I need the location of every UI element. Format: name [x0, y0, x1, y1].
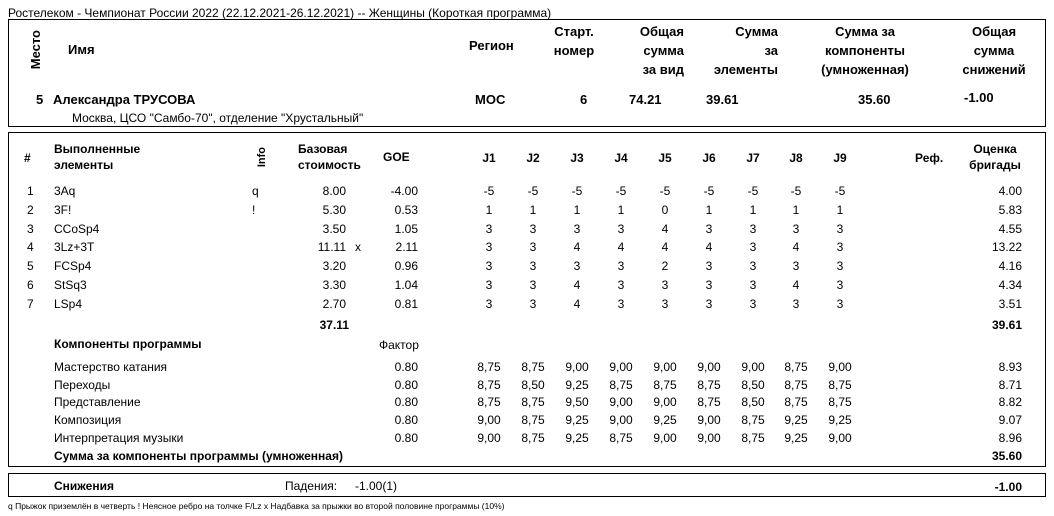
element-panel-score: 4.34	[998, 278, 1022, 292]
start-header: Старт. номер	[553, 24, 595, 58]
deductions-total: -1.00	[994, 480, 1022, 494]
element-judge-score: 4	[661, 240, 669, 254]
deductions-label: Снижения	[54, 479, 114, 493]
element-panel-score: 3.51	[998, 297, 1022, 311]
component-judge-score: 9,00	[609, 413, 633, 427]
component-judge-score: 8,75	[521, 413, 545, 427]
element-judge-score: 1	[573, 203, 581, 217]
element-number: 7	[27, 297, 34, 311]
element-base: 2.70	[322, 297, 346, 311]
element-bonus-mark: x	[355, 240, 361, 254]
component-panel-score: 8.96	[998, 431, 1022, 445]
footnote: q Прыжок приземлён в четверть ! Неясное ребро на толчке F/Lz x Надбавка за прыжки во второй половине программы (10%)	[8, 501, 505, 511]
element-judge-score: 3	[529, 278, 537, 292]
skater-name: Александра ТРУСОВА	[53, 92, 196, 107]
judge-header-5: J5	[658, 151, 672, 165]
element-code: StSq3	[54, 278, 87, 292]
element-judge-score: 3	[529, 297, 537, 311]
component-judge-score: 8,75	[477, 360, 501, 374]
component-judge-score: 9,50	[565, 395, 589, 409]
component-judge-score: 9,00	[697, 360, 721, 374]
elements-col-header: Выполненные элементы	[54, 142, 141, 172]
element-judge-score: 3	[485, 222, 493, 236]
component-judge-score: 8,75	[521, 395, 545, 409]
element-code: CCoSp4	[54, 222, 100, 236]
skater-deductions: -1.00	[964, 90, 994, 105]
element-judge-score: 3	[573, 259, 581, 273]
element-row	[0, 184, 1054, 202]
skater-components-score: 35.60	[858, 92, 891, 107]
element-number: 6	[27, 278, 34, 292]
component-name: Мастерство катания	[54, 360, 168, 374]
element-judge-score: 3	[749, 240, 757, 254]
region-header: Регион	[469, 38, 514, 53]
element-judge-score: 1	[705, 203, 713, 217]
component-judge-score: 9,00	[697, 431, 721, 445]
element-judge-score: -5	[703, 184, 715, 198]
elements-total: 39.61	[991, 318, 1022, 332]
event-title: Ростелеком - Чемпионат России 2022 (22.12.2021-26.12.2021) -- Женщины (Короткая программа)	[8, 6, 552, 20]
component-factor: 0.80	[394, 413, 418, 427]
judge-header-2: J2	[526, 151, 540, 165]
element-info: q	[252, 184, 259, 198]
element-panel-score: 4.55	[998, 222, 1022, 236]
element-judge-score: 1	[485, 203, 493, 217]
element-judge-score: -5	[571, 184, 583, 198]
component-row	[0, 431, 1054, 449]
component-judge-score: 8,75	[521, 431, 545, 445]
element-judge-score: 1	[749, 203, 757, 217]
component-judge-score: 8,75	[697, 395, 721, 409]
element-judge-score: 3	[617, 259, 625, 273]
info-header: Info	[256, 147, 268, 168]
element-judge-score: 3	[485, 240, 493, 254]
element-info: !	[252, 203, 256, 217]
element-judge-score: 3	[529, 240, 537, 254]
skater-club: Москва, ЦСО "Самбо-70", отделение "Хрустальный"	[72, 111, 364, 125]
component-judge-score: 9,00	[609, 360, 633, 374]
judge-header-8: J8	[789, 151, 803, 165]
element-judge-score: 3	[792, 297, 800, 311]
component-factor: 0.80	[394, 378, 418, 392]
element-judge-score: 1	[617, 203, 625, 217]
element-goe: 2.11	[395, 240, 418, 254]
component-judge-score: 9,00	[828, 431, 852, 445]
element-goe: 1.04	[394, 278, 418, 292]
element-judge-score: 3	[836, 222, 844, 236]
component-judge-score: 9,00	[697, 413, 721, 427]
element-judge-score: 3	[705, 278, 713, 292]
element-judge-score: 3	[661, 278, 669, 292]
ref-header: Реф.	[915, 151, 944, 165]
component-judge-score: 8,75	[741, 413, 765, 427]
elements-header: Сумма за элементы	[713, 24, 778, 77]
element-code: LSp4	[54, 297, 83, 311]
judge-header-1: J1	[482, 151, 496, 165]
component-name: Композиция	[54, 413, 122, 427]
element-number: 2	[27, 203, 34, 217]
component-judge-score: 9,25	[784, 431, 808, 445]
element-judge-score: 3	[617, 278, 625, 292]
element-base: 5.30	[322, 203, 346, 217]
element-judge-score: -5	[615, 184, 627, 198]
component-judge-score: 9,25	[653, 413, 677, 427]
components-sum-value: 35.60	[991, 449, 1022, 463]
element-judge-score: 3	[617, 297, 625, 311]
element-judge-score: 4	[792, 240, 800, 254]
component-judge-score: 9,00	[653, 431, 677, 445]
element-code: 3Lz+3T	[54, 240, 95, 254]
element-number: 4	[27, 240, 34, 254]
element-judge-score: 3	[485, 278, 493, 292]
element-row	[0, 259, 1054, 277]
element-judge-score: 3	[661, 297, 669, 311]
deductions-box	[8, 473, 1046, 497]
component-name: Интерпретация музыки	[54, 431, 184, 445]
component-judge-score: 9,25	[565, 431, 589, 445]
component-judge-score: 9,00	[609, 395, 633, 409]
element-goe: 0.81	[394, 297, 418, 311]
component-judge-score: 9,00	[477, 413, 501, 427]
element-judge-score: 3	[749, 259, 757, 273]
element-code: 3F!	[54, 203, 72, 217]
component-judge-score: 9,00	[741, 360, 765, 374]
component-row	[0, 360, 1054, 378]
element-base: 3.50	[322, 222, 346, 236]
element-row	[0, 203, 1054, 221]
element-judge-score: -5	[483, 184, 495, 198]
component-judge-score: 8,75	[828, 378, 852, 392]
component-name: Переходы	[54, 378, 111, 392]
factor-header: Фактор	[379, 338, 419, 352]
skater-total: 74.21	[629, 92, 662, 107]
component-panel-score: 9.07	[998, 413, 1022, 427]
component-judge-score: 8,75	[697, 378, 721, 392]
deductions-header: Общая сумма снижений	[962, 24, 1026, 77]
element-judge-score: 2	[661, 259, 669, 273]
component-name: Представление	[54, 395, 141, 409]
component-judge-score: 9,00	[653, 360, 677, 374]
num-header: #	[24, 151, 31, 165]
element-judge-score: 4	[573, 297, 581, 311]
element-judge-score: 1	[529, 203, 537, 217]
element-judge-score: 3	[485, 297, 493, 311]
element-number: 5	[27, 259, 34, 273]
element-judge-score: -5	[790, 184, 802, 198]
element-judge-score: 3	[705, 297, 713, 311]
element-panel-score: 13.22	[991, 240, 1022, 254]
component-judge-score: 8,50	[741, 395, 765, 409]
component-judge-score: 8,75	[653, 378, 677, 392]
element-goe: -4.00	[390, 184, 418, 198]
component-judge-score: 8,75	[477, 378, 501, 392]
components-header: Сумма за компоненты (умноженная)	[821, 24, 909, 77]
element-number: 1	[27, 184, 34, 198]
base-header: Базовая стоимость	[298, 142, 361, 172]
component-judge-score: 9,00	[828, 360, 852, 374]
element-judge-score: 3	[749, 297, 757, 311]
element-row	[0, 240, 1054, 258]
place-header: Место	[28, 30, 43, 70]
component-factor: 0.80	[394, 395, 418, 409]
element-judge-score: 3	[836, 278, 844, 292]
component-judge-score: 8,75	[784, 360, 808, 374]
element-judge-score: 3	[792, 222, 800, 236]
component-row	[0, 395, 1054, 413]
component-panel-score: 8.82	[998, 395, 1022, 409]
element-judge-score: 3	[705, 259, 713, 273]
element-judge-score: 1	[836, 203, 844, 217]
component-judge-score: 9,00	[565, 360, 589, 374]
component-judge-score: 8,50	[521, 378, 545, 392]
element-code: FCSp4	[54, 259, 92, 273]
element-judge-score: 4	[705, 240, 713, 254]
element-row	[0, 297, 1054, 315]
element-base: 8.00	[322, 184, 346, 198]
element-base: 11.11	[317, 240, 346, 254]
component-judge-score: 9,00	[653, 395, 677, 409]
component-judge-score: 9,25	[565, 413, 589, 427]
element-judge-score: -5	[527, 184, 539, 198]
falls-value: -1.00(1)	[355, 479, 398, 493]
component-judge-score: 8,75	[477, 395, 501, 409]
component-judge-score: 9,25	[784, 413, 808, 427]
element-judge-score: 3	[705, 222, 713, 236]
judge-header-9: J9	[833, 151, 847, 165]
element-judge-score: 3	[485, 259, 493, 273]
base-total: 37.11	[319, 318, 349, 332]
element-row	[0, 222, 1054, 240]
element-judge-score: 3	[529, 222, 537, 236]
skater-elements-score: 39.61	[706, 92, 739, 107]
component-row	[0, 413, 1054, 431]
component-panel-score: 8.93	[998, 360, 1022, 374]
element-judge-score: 4	[617, 240, 625, 254]
element-judge-score: 4	[792, 278, 800, 292]
component-judge-score: 8,75	[828, 395, 852, 409]
components-sum-label: Сумма за компоненты программы (умноженная)	[54, 449, 343, 463]
element-goe: 1.05	[394, 222, 418, 236]
element-number: 3	[27, 222, 34, 236]
element-judge-score: 3	[792, 259, 800, 273]
component-judge-score: 8,75	[521, 360, 545, 374]
element-judge-score: -5	[659, 184, 671, 198]
component-judge-score: 8,75	[784, 378, 808, 392]
element-judge-score: 3	[836, 297, 844, 311]
component-judge-score: 8,75	[609, 378, 633, 392]
component-factor: 0.80	[394, 431, 418, 445]
element-base: 3.20	[322, 259, 346, 273]
element-judge-score: 3	[529, 259, 537, 273]
skater-start-no: 6	[580, 92, 588, 107]
component-row	[0, 378, 1054, 396]
components-title: Компоненты программы	[54, 337, 202, 351]
judge-header-7: J7	[746, 151, 760, 165]
element-judge-score: 4	[573, 240, 581, 254]
element-goe: 0.96	[394, 259, 418, 273]
component-judge-score: 9,25	[828, 413, 852, 427]
element-judge-score: 3	[749, 278, 757, 292]
component-judge-score: 8,75	[741, 431, 765, 445]
goe-header: GOE	[383, 150, 410, 164]
judge-header-4: J4	[614, 151, 628, 165]
component-factor: 0.80	[394, 360, 418, 374]
element-judge-score: -5	[747, 184, 759, 198]
component-judge-score: 8,75	[784, 395, 808, 409]
element-judge-score: 4	[573, 278, 581, 292]
element-goe: 0.53	[394, 203, 418, 217]
element-judge-score: 0	[661, 203, 669, 217]
element-judge-score: 4	[661, 222, 669, 236]
element-judge-score: 3	[836, 259, 844, 273]
skater-region: МОС	[475, 92, 506, 107]
panel-header: Оценка бригады	[969, 142, 1021, 172]
judge-header-6: J6	[702, 151, 716, 165]
component-judge-score: 8,50	[741, 378, 765, 392]
component-panel-score: 8.71	[998, 378, 1022, 392]
element-judge-score: -5	[834, 184, 846, 198]
element-judge-score: 3	[573, 222, 581, 236]
element-row	[0, 278, 1054, 296]
component-judge-score: 8,75	[609, 431, 633, 445]
element-panel-score: 5.83	[998, 203, 1022, 217]
falls-label: Падения:	[285, 479, 338, 493]
element-panel-score: 4.00	[998, 184, 1022, 198]
name-header: Имя	[68, 42, 95, 57]
element-judge-score: 1	[792, 203, 800, 217]
element-base: 3.30	[322, 278, 346, 292]
element-code: 3Aq	[54, 184, 76, 198]
element-panel-score: 4.16	[998, 259, 1022, 273]
total-header: Общая сумма за вид	[639, 24, 684, 77]
component-judge-score: 9,25	[565, 378, 589, 392]
element-judge-score: 3	[749, 222, 757, 236]
component-judge-score: 9,00	[477, 431, 501, 445]
skater-place: 5	[36, 92, 44, 107]
element-judge-score: 3	[836, 240, 844, 254]
element-judge-score: 3	[617, 222, 625, 236]
judge-header-3: J3	[570, 151, 584, 165]
